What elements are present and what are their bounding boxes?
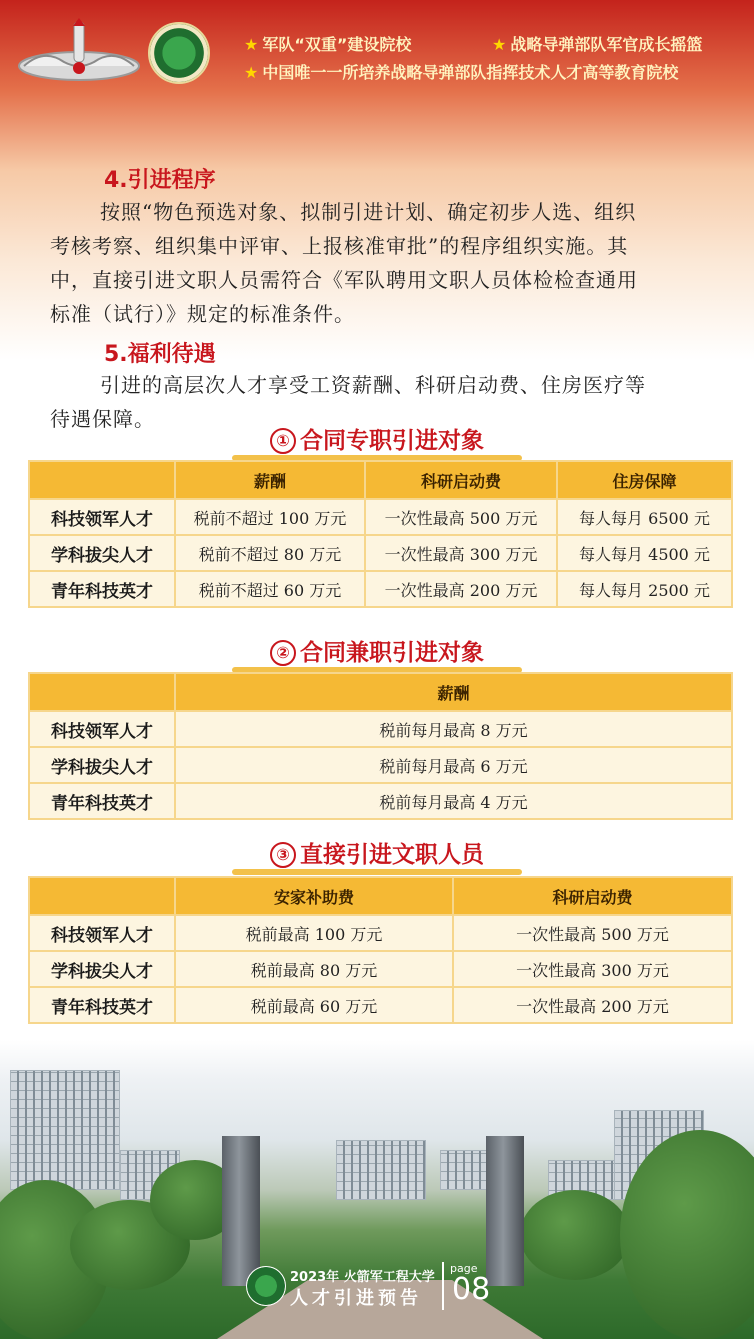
table-row: 学科拔尖人才 税前每月最高 6 万元 (29, 747, 732, 783)
slogan-1: ★ 军队“双重”建设院校 (244, 35, 412, 54)
rocket-force-emblem-icon (14, 18, 144, 88)
table-3 (28, 876, 733, 1024)
building (336, 1140, 426, 1200)
section-4-paragraph: 按照“物色预选对象、拟制引进计划、确定初步人选、组织 考核考察、组织集中评审、上报核准审批”的程序组织实施。其 中，直接引进文职人员需符合《军队聘用文职人员体检检查通用 标准（试行）》规定的标准条件。 (50, 200, 638, 326)
building (440, 1150, 490, 1190)
page-header (0, 0, 754, 100)
footer-line-1: 2023年 火箭军工程大学 (290, 1270, 435, 1285)
section-5-title: 5.福利待遇 (104, 342, 216, 367)
page-indicator (442, 1262, 500, 1310)
university-badge-icon (148, 22, 210, 84)
building (10, 1070, 120, 1190)
table-2-title: ② 合同兼职引进对象 (0, 634, 754, 667)
section-4-title: 4.引进程序 (104, 168, 216, 193)
university-logo-icon (246, 1266, 286, 1306)
table-row: 学科拔尖人才 税前最高 80 万元 一次性最高 300 万元 (29, 951, 732, 987)
slogan-3: ★ 中国唯一一所培养战略导弹部队指挥技术人才高等教育院校 (244, 63, 679, 82)
table-header-row: 安家补助费 科研启动费 (29, 877, 732, 915)
table-row: 青年科技英才 税前每月最高 4 万元 (29, 783, 732, 819)
table-row: 科技领军人才 税前不超过 100 万元 一次性最高 500 万元 每人每月 6500 元 (29, 499, 732, 535)
circled-number-1: ① (270, 428, 296, 454)
page-footer (246, 1262, 506, 1314)
tree (520, 1190, 630, 1280)
slogan-2: ★ 战略导弹部队军官成长摇篮 (492, 35, 703, 54)
table-row: 学科拔尖人才 税前不超过 80 万元 一次性最高 300 万元 每人每月 4500 元 (29, 535, 732, 571)
section-5-paragraph: 引进的高层次人才享受工资薪酬、科研启动费、住房医疗等 待遇保障。 (50, 373, 646, 431)
table-row: 青年科技英才 税前不超过 60 万元 一次性最高 200 万元 每人每月 2500 元 (29, 571, 732, 607)
table-row: 科技领军人才 税前每月最高 8 万元 (29, 711, 732, 747)
page-number: 08 (452, 1272, 491, 1307)
circled-number-2: ② (270, 640, 296, 666)
table-row: 青年科技英才 税前最高 60 万元 一次性最高 200 万元 (29, 987, 732, 1023)
page-label: page (450, 1262, 478, 1275)
circled-number-3: ③ (270, 842, 296, 868)
star-icon: ★ (244, 35, 259, 54)
table-row: 科技领军人才 税前最高 100 万元 一次性最高 500 万元 (29, 915, 732, 951)
table-header-row: 薪酬 (29, 673, 732, 711)
table-2 (28, 672, 733, 820)
table-1-title: ① 合同专职引进对象 (0, 422, 754, 455)
table-header-row: 薪酬 科研启动费 住房保障 (29, 461, 732, 499)
title-underline (232, 869, 522, 875)
table-1 (28, 460, 733, 608)
footer-line-2: 人才引进预告 (290, 1288, 422, 1309)
star-icon: ★ (244, 63, 259, 82)
table-3-title: ③ 直接引进文职人员 (0, 836, 754, 869)
star-icon: ★ (492, 35, 507, 54)
